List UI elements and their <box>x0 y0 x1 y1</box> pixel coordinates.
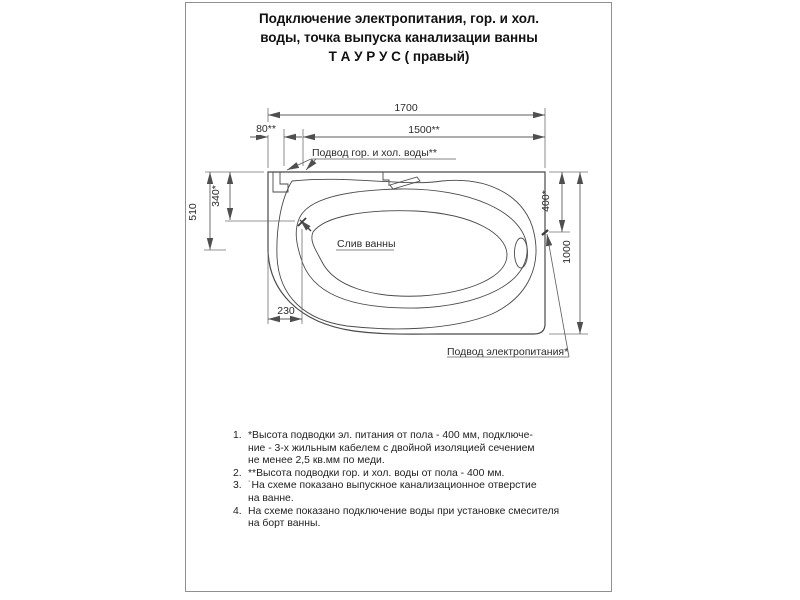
dimension-texts <box>187 102 573 317</box>
bathtub-bowl-bottom <box>312 211 507 297</box>
note-line: 2. **Высота подводки гор. и хол. воды от пола - 400 мм. <box>233 467 505 479</box>
note-line: ние - 3-х жильным кабелем с двойной изоляцией сечением <box>248 442 535 454</box>
notes-block <box>233 430 559 531</box>
title-line-3: Т А У Р У С ( правый) <box>328 49 470 64</box>
dim-400: 400* <box>540 190 552 212</box>
title-line-2: воды, точка выпуска канализации ванны <box>260 30 538 45</box>
power-supply-label: Подвод электропитания* <box>447 346 569 358</box>
dim-340: 340* <box>210 185 222 207</box>
water-supply-notch <box>273 172 288 192</box>
bathtub-plan <box>268 172 545 334</box>
note-line: 4. На схеме показано подключение воды при установке смесителя <box>233 505 560 517</box>
point-markers <box>298 218 548 235</box>
note-line: 3. ˙На схеме показано выпускное канализационное отверстие <box>233 480 537 492</box>
note-line: на борт ванны. <box>248 518 321 530</box>
title-line-1: Подключение электропитания, гор. и хол. <box>258 11 540 26</box>
dim-1700: 1700 <box>394 102 418 114</box>
bathtub-rim-line <box>277 179 536 329</box>
grip-detail <box>515 238 528 268</box>
dim-80: 80** <box>256 123 276 135</box>
dim-230: 230 <box>277 305 295 317</box>
drain-label: Слив ванны <box>337 238 396 250</box>
dim-510: 510 <box>187 203 199 221</box>
note-line: не менее 2,5 кв.мм по меди. <box>248 455 385 467</box>
note-line: на ванне. <box>248 492 294 504</box>
overflow-notch <box>383 172 389 186</box>
dim-1000: 1000 <box>561 240 573 264</box>
bathtub-outer-outline <box>268 172 545 334</box>
note-line: 1. *Высота подводки эл. питания от пола - 400 мм, подключе- <box>233 430 533 441</box>
water-supply-label: Подвод гор. и хол. воды** <box>312 147 437 159</box>
bathtub-bowl-outline <box>296 189 527 308</box>
dim-1500: 1500** <box>408 124 440 136</box>
